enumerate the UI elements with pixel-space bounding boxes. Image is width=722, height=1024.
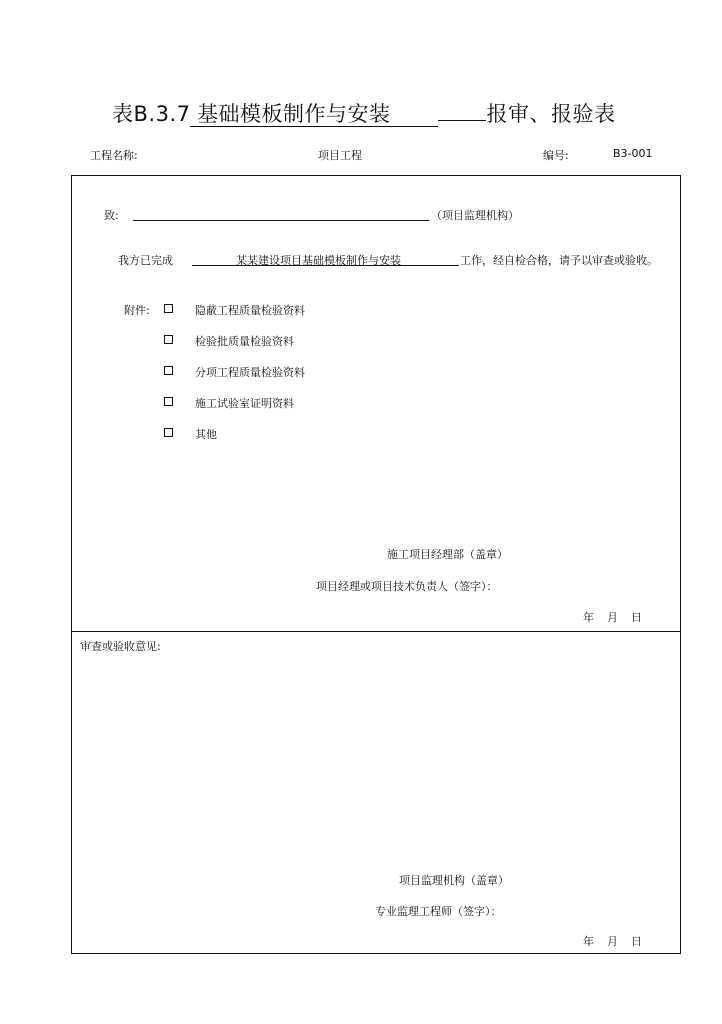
form-title bbox=[112, 98, 615, 128]
lower-date-day: 日 bbox=[631, 935, 642, 948]
attachment-label-4: 施工试验室证明资料 bbox=[195, 397, 294, 410]
manager-sign-label: 项目经理或项目技术负责人（签字）： bbox=[316, 580, 498, 593]
completed-work-underline bbox=[192, 265, 459, 266]
project-name-value: 项目工程 bbox=[318, 149, 362, 162]
section-divider bbox=[71, 631, 681, 632]
number-value: B3-001 bbox=[613, 147, 653, 160]
form-box bbox=[71, 175, 681, 954]
attachment-label-2: 检验批质量检验资料 bbox=[195, 335, 294, 348]
title-suffix: 报审、报验表 bbox=[486, 102, 616, 126]
upper-date-month: 月 bbox=[607, 611, 618, 624]
agency-stamp-label: 项目监理机构（盖章） bbox=[399, 874, 509, 887]
attachment-checkbox-4[interactable] bbox=[164, 397, 173, 406]
upper-date-day: 日 bbox=[631, 611, 642, 624]
lower-date-month: 月 bbox=[607, 935, 618, 948]
attachment-checkbox-5[interactable] bbox=[164, 428, 173, 437]
to-recipient-field[interactable] bbox=[133, 220, 429, 221]
project-name-label: 工程名称: bbox=[90, 149, 138, 162]
attachment-label-3: 分项工程质量检验资料 bbox=[195, 366, 305, 379]
opinion-label: 审查或验收意见: bbox=[80, 640, 161, 653]
lower-date-year: 年 bbox=[583, 935, 594, 948]
engineer-sign-label: 专业监理工程师（签字）： bbox=[375, 905, 502, 918]
attachment-checkbox-2[interactable] bbox=[164, 335, 173, 344]
to-label: 致: bbox=[104, 209, 119, 222]
attachment-checkbox-1[interactable] bbox=[164, 304, 173, 313]
title-prefix: 表B.3.7 bbox=[112, 102, 191, 126]
attachment-label-1: 隐蔽工程质量检验资料 bbox=[195, 304, 305, 317]
attachments-label: 附件: bbox=[124, 304, 150, 317]
upper-date-year: 年 bbox=[583, 611, 594, 624]
title-subject-tail bbox=[438, 120, 486, 121]
completed-work: 某某建设项目基础模板制作与安装 bbox=[236, 254, 401, 267]
dept-stamp-label: 施工项目经理部（盖章） bbox=[387, 548, 508, 561]
completed-suffix: 工作，经自检合格，请予以审查或验收。 bbox=[460, 254, 658, 267]
number-label: 编号: bbox=[543, 149, 569, 162]
completed-prefix: 我方已完成 bbox=[118, 254, 173, 267]
attachment-checkbox-3[interactable] bbox=[164, 366, 173, 375]
attachment-label-5: 其他 bbox=[195, 428, 217, 441]
to-suffix: （项目监理机构） bbox=[431, 209, 519, 222]
title-subject: 基础模板制作与安装 bbox=[190, 102, 438, 127]
